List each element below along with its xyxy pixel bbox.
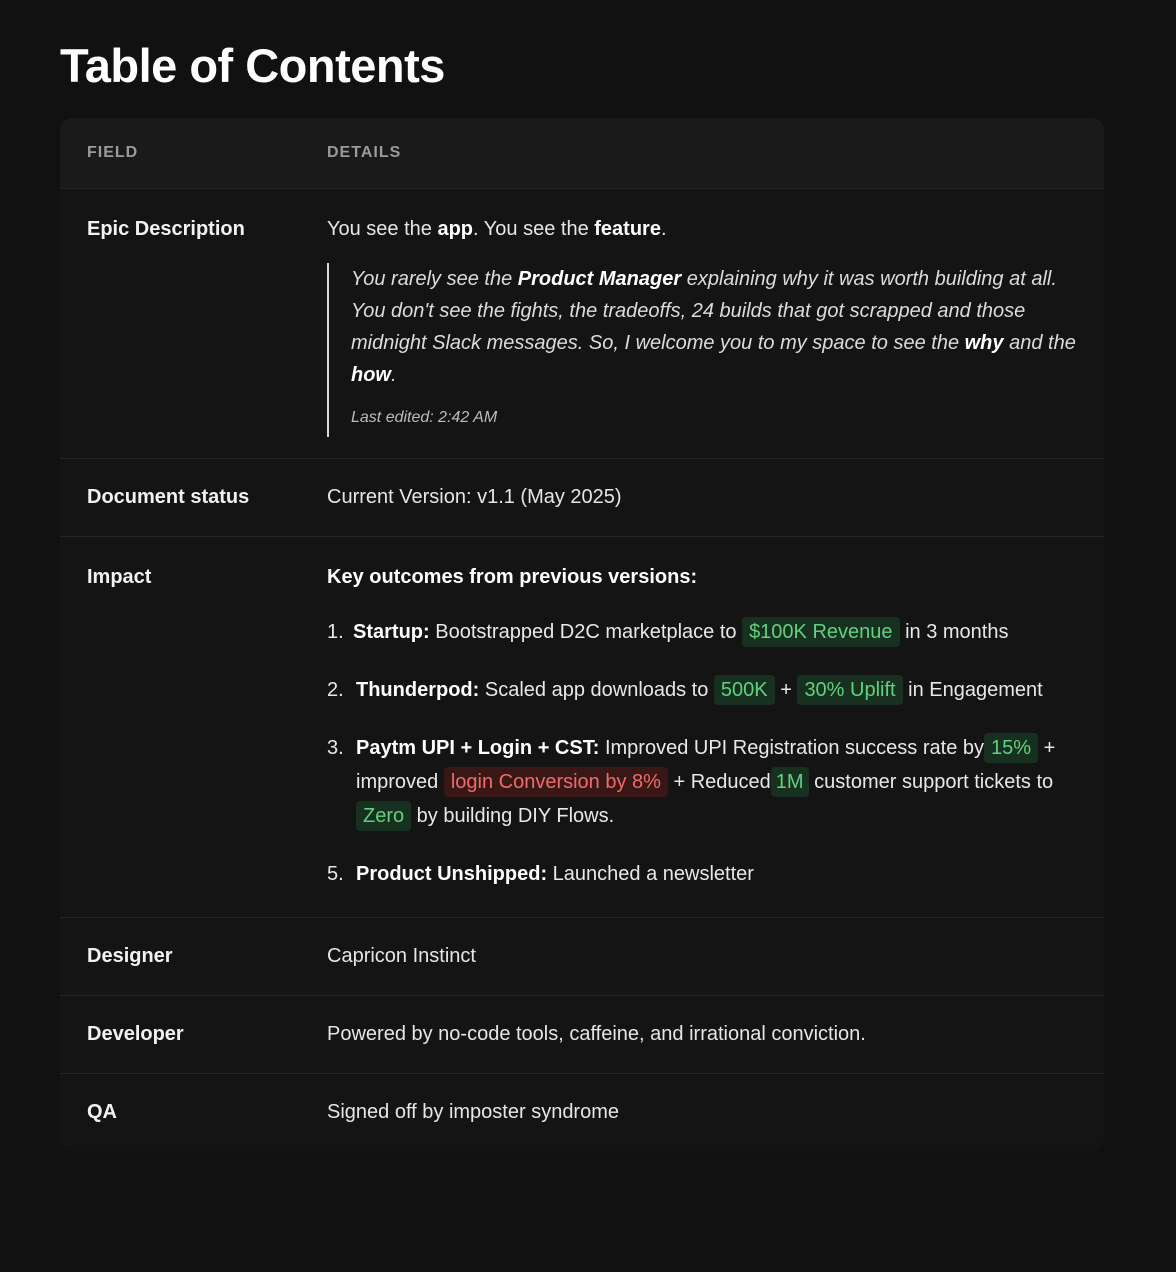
- epic-intro: [327, 215, 1076, 243]
- quote-text: You rarely see the: [351, 268, 518, 290]
- metric-badge: 1M: [771, 767, 809, 797]
- header-field: FIELD: [87, 144, 139, 161]
- item-text: [353, 615, 1076, 649]
- item-text-part: + Reduced: [667, 771, 771, 793]
- impact-heading: Key outcomes from previous versions:: [327, 566, 698, 588]
- item-text-part: by building DIY Flows.: [411, 805, 615, 827]
- quote-bold-why: why: [964, 332, 1004, 354]
- metric-badge: $100K Revenue: [742, 617, 899, 647]
- metric-badge: 30% Uplift: [797, 675, 902, 705]
- developer-value: Powered by no-code tools, caffeine, and irrational conviction.: [327, 1023, 866, 1045]
- quote-text: and the: [1003, 332, 1076, 354]
- item-text-part: +: [774, 679, 798, 701]
- item-number: 2.: [327, 679, 344, 701]
- item-text-part: Bootstrapped D2C marketplace to: [429, 621, 743, 643]
- quote-bold-pm: Product Manager: [517, 268, 682, 290]
- item-number: 5.: [327, 863, 344, 885]
- status-value: Current Version: v1.1 (May 2025): [327, 486, 622, 508]
- item-text-part: customer support tickets to: [808, 771, 1054, 793]
- outcomes-list: [327, 615, 1076, 891]
- item-title: Paytm UPI + Login + CST:: [356, 737, 600, 759]
- table-header: [60, 118, 1104, 189]
- epic-intro-feature: feature: [594, 218, 661, 240]
- epic-quote-text: [351, 263, 1076, 391]
- qa-value: Signed off by imposter syndrome: [327, 1101, 620, 1123]
- designer-value: Capricon Instinct: [327, 945, 476, 967]
- item-number: 3.: [327, 737, 344, 759]
- table-row-impact: [60, 537, 1104, 918]
- item-text-part: in Engagement: [902, 679, 1043, 701]
- epic-blockquote: [327, 263, 1076, 437]
- item-text-part: Launched a newsletter: [547, 863, 754, 885]
- qa-label: QA: [87, 1101, 117, 1123]
- page-title: Table of Contents: [60, 39, 445, 92]
- epic-intro-text: You see the: [327, 218, 438, 240]
- metric-badge: 15%: [984, 733, 1038, 763]
- impact-details: [327, 563, 1104, 891]
- epic-intro-text: .: [660, 218, 667, 240]
- list-item: [327, 673, 1076, 707]
- list-item: [327, 731, 1076, 833]
- item-title: Thunderpod:: [356, 679, 480, 701]
- item-text: [356, 731, 1076, 833]
- epic-details: [327, 215, 1104, 437]
- metric-badge: Zero: [356, 801, 411, 831]
- list-item: [327, 615, 1076, 649]
- item-title: Product Unshipped:: [356, 863, 548, 885]
- header-details: DETAILS: [327, 144, 402, 161]
- item-title: Startup:: [353, 621, 430, 643]
- item-number: 1.: [327, 621, 344, 643]
- table-row-status: [60, 459, 1104, 537]
- metric-badge-red: login Conversion by 8%: [444, 767, 668, 797]
- last-edited: Last edited: 2:42 AM: [351, 409, 498, 426]
- quote-text: explaining why it was worth building at all. You don't see the fights, the tradeoffs, 24 builds that got scrapped and those midnight Slack messages. So, I welcome you to my space to see the: [351, 268, 1057, 354]
- list-item: [327, 857, 1076, 891]
- epic-intro-text: . You see the: [473, 218, 595, 240]
- metric-badge: 500K: [714, 675, 775, 705]
- epic-intro-app: app: [437, 218, 474, 240]
- item-text-part: Improved UPI Registration success rate by: [599, 737, 984, 759]
- item-text-part: + improved: [356, 737, 1056, 793]
- table-row-epic: [60, 189, 1104, 459]
- table-row-developer: [60, 996, 1104, 1074]
- table-row-designer: [60, 918, 1104, 996]
- designer-label: Designer: [87, 945, 173, 967]
- epic-label: Epic Description: [87, 218, 245, 240]
- impact-label: Impact: [87, 566, 152, 588]
- quote-bold-how: how: [351, 364, 391, 386]
- quote-text: .: [391, 364, 397, 386]
- developer-label: Developer: [87, 1023, 184, 1045]
- item-text: [356, 857, 1076, 891]
- table-row-qa: [60, 1074, 1104, 1151]
- item-text: [356, 673, 1076, 707]
- item-text-part: in 3 months: [899, 621, 1009, 643]
- status-label: Document status: [87, 486, 250, 508]
- toc-table: [60, 118, 1104, 1151]
- item-text-part: Scaled app downloads to: [479, 679, 714, 701]
